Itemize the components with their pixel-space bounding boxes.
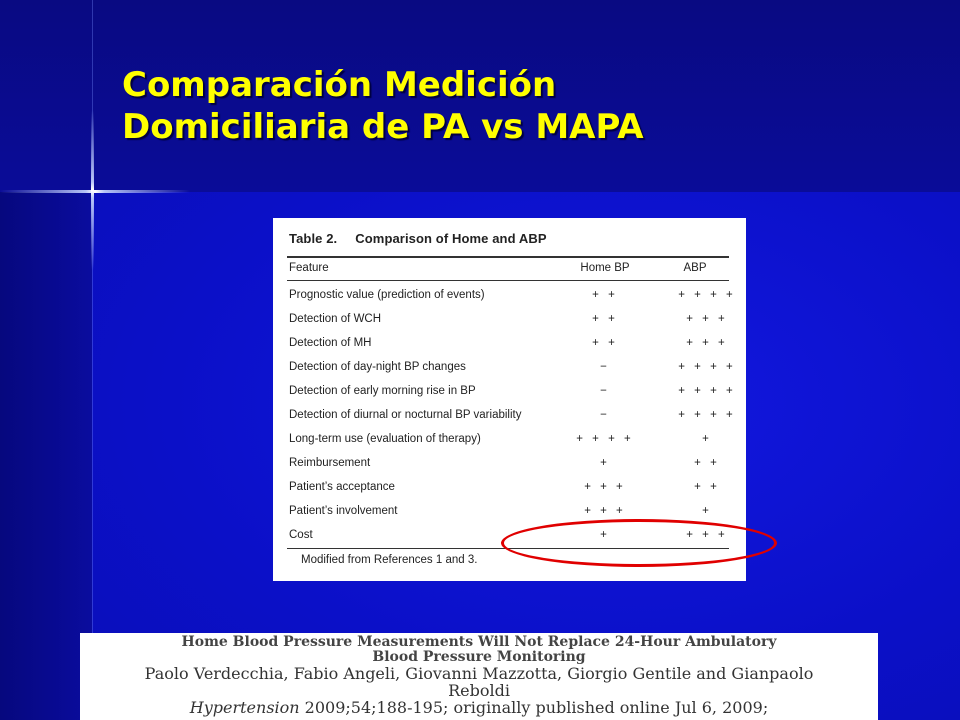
- row-feature: Detection of early morning rise in BP: [289, 385, 476, 397]
- decorative-vertical-line: [92, 0, 93, 720]
- column-header-home-bp: Home BP: [580, 262, 630, 274]
- row-feature: Detection of WCH: [289, 313, 382, 325]
- row-home-bp: + + + +: [576, 433, 634, 445]
- row-abp: + +: [694, 481, 720, 493]
- row-feature: Patient’s acceptance: [289, 481, 395, 493]
- column-header-feature: Feature: [289, 262, 329, 274]
- row-abp: + + + +: [678, 385, 736, 397]
- row-abp: + + + +: [678, 409, 736, 421]
- citation-title-line-2: Blood Pressure Monitoring: [372, 649, 586, 665]
- citation-title-line-1: Home Blood Pressure Measurements Will Not Replace 24-Hour Ambulatory: [181, 634, 777, 650]
- row-abp: + + +: [686, 313, 728, 325]
- row-home-bp: −: [600, 361, 610, 373]
- citation-journal-name: Hypertension: [189, 698, 300, 717]
- row-feature: Detection of day-night BP changes: [289, 361, 466, 373]
- row-abp: + + +: [686, 529, 728, 541]
- row-home-bp: + +: [592, 289, 618, 301]
- row-feature: Detection of diurnal or nocturnal BP variability: [289, 409, 522, 421]
- row-home-bp: + + +: [584, 481, 626, 493]
- row-feature: Long-term use (evaluation of therapy): [289, 433, 481, 445]
- row-abp: + + + +: [678, 361, 736, 373]
- row-home-bp: +: [600, 457, 610, 469]
- row-home-bp: + + +: [584, 505, 626, 517]
- row-feature: Detection of MH: [289, 337, 372, 349]
- row-abp: + +: [694, 457, 720, 469]
- citation-authors-line-1: Paolo Verdecchia, Fabio Angeli, Giovanni Mazzotta, Giorgio Gentile and Gianpaolo: [144, 664, 814, 683]
- table-caption: [289, 231, 547, 246]
- row-abp: +: [702, 433, 712, 445]
- cost-row-highlight-ellipse: [501, 519, 777, 567]
- row-abp: + + + +: [678, 289, 736, 301]
- table-caption-text: Comparison of Home and ABP: [355, 231, 547, 246]
- row-feature: Patient’s involvement: [289, 505, 398, 517]
- citation-journal-line: [80, 699, 878, 716]
- slide-title-line-2: Domiciliaria de PA vs MAPA: [122, 107, 644, 147]
- sparkle-vertical-decoration: [91, 110, 94, 270]
- table-top-rule: [287, 256, 729, 258]
- column-header-abp: ABP: [683, 262, 707, 274]
- slide-title-line-1: Comparación Medición: [122, 65, 557, 105]
- article-citation: [80, 633, 878, 720]
- citation-authors-line-2: Reboldi: [448, 681, 510, 700]
- citation-journal-details: 2009;54;188-195; originally published online Jul 6, 2009;: [299, 698, 769, 717]
- slide-title: [122, 64, 922, 148]
- row-abp: + + +: [686, 337, 728, 349]
- row-home-bp: +: [600, 529, 610, 541]
- row-home-bp: + +: [592, 337, 618, 349]
- table-header-rule: [287, 280, 729, 281]
- row-feature: Prognostic value (prediction of events): [289, 289, 485, 301]
- row-home-bp: −: [600, 385, 610, 397]
- table-caption-number: Table 2.: [289, 231, 338, 246]
- sparkle-horizontal-decoration: [0, 190, 190, 193]
- table-footnote: Modified from References 1 and 3.: [301, 554, 478, 566]
- row-feature: Reimbursement: [289, 457, 371, 469]
- row-feature: Cost: [289, 529, 313, 541]
- row-home-bp: + +: [592, 313, 618, 325]
- row-home-bp: −: [600, 409, 610, 421]
- row-abp: +: [702, 505, 712, 517]
